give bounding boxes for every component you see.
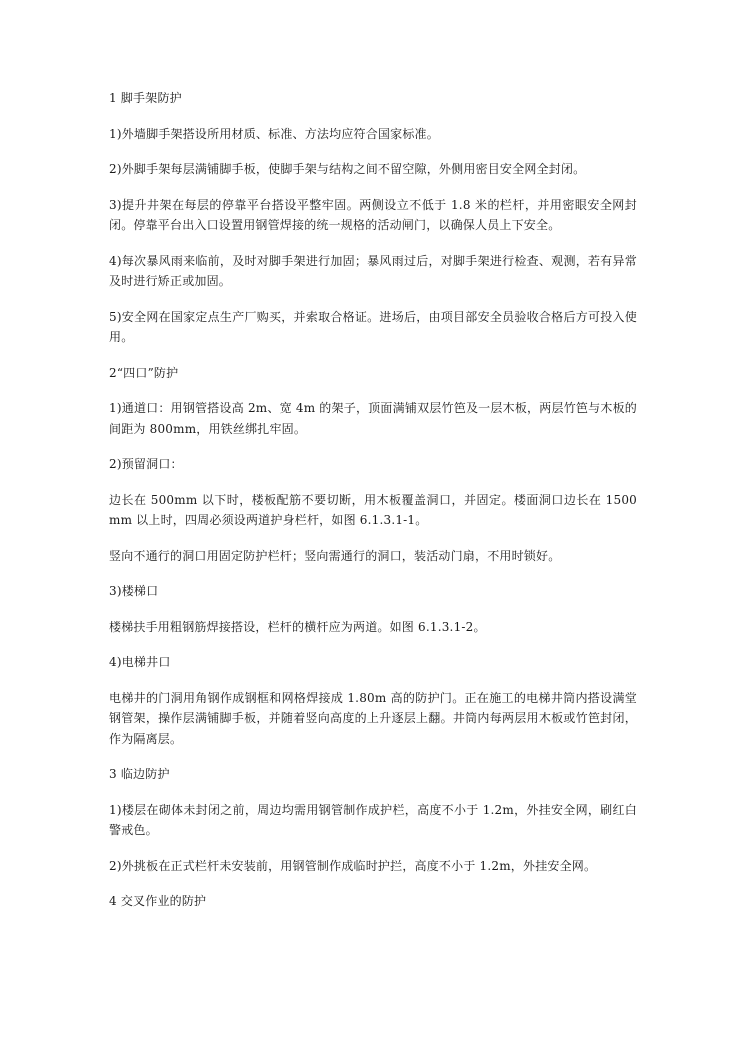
paragraph: 1)通道口：用钢管搭设高 2m、宽 4m 的架子，顶面满铺双层竹笆及一层木板，两层竹笆与木板的间距为 800mm，用铁丝绑扎牢固。 bbox=[109, 401, 637, 436]
paragraph: 楼梯扶手用粗钢筋焊接搭设，栏杆的横杆应为两道。如图 6.1.3.1-2。 bbox=[109, 619, 486, 634]
paragraph: 2)预留洞口： bbox=[109, 457, 183, 471]
paragraph: 5)安全网在国家定点生产厂购买，并索取合格证。进场后，由项目部安全员验收合格后方可投入使用。 bbox=[109, 309, 637, 344]
paragraph: 2)外脚手架每层满铺脚手板，使脚手架与结构之间不留空隙，外侧用密目安全网全封闭。 bbox=[109, 162, 586, 176]
paragraph: 1)楼层在砌体未封闭之前，周边均需用钢管制作成护栏，高度不小于 1.2m，外挂安全网，刷红白警戒色。 bbox=[109, 802, 637, 837]
paragraph: 4)每次暴风雨来临前，及时对脚手架进行加固；暴风雨过后，对脚手架进行检查、观测，若有异常及时进行矫正或加固。 bbox=[109, 253, 637, 288]
paragraph: 4)电梯井口 bbox=[109, 655, 171, 669]
section-heading-four-openings: 2“四口”防护 bbox=[109, 365, 179, 380]
section-heading-scaffold: 1 脚手架防护 bbox=[109, 91, 182, 105]
paragraph: 1)外墙脚手架搭设所用材质、标准、方法均应符合国家标准。 bbox=[109, 126, 439, 141]
document-page bbox=[109, 88, 637, 927]
paragraph: 边长在 500mm 以下时，楼板配筋不要切断，用木板覆盖洞口，并固定。楼面洞口边长在 1500mm 以上时，四周必须设两道护身栏杆，如图 6.1.3.1-1。 bbox=[109, 492, 637, 527]
paragraph: 2)外挑板在正式栏杆未安装前，用钢管制作成临时护拦，高度不小于 1.2m，外挂安全网。 bbox=[109, 858, 597, 873]
paragraph: 电梯井的门洞用角钢作成钢框和网格焊接成 1.80m 高的防护门。正在施工的电梯井筒内搭设满堂钢管架，操作层满铺脚手板，并随着竖向高度的上升逐层上翻。井筒内每两层用木板或竹笆封闭，作为隔离层。 bbox=[109, 690, 637, 746]
section-heading-edge-protection: 3 临边防护 bbox=[109, 767, 170, 781]
paragraph: 3)提升井架在每层的停靠平台搭设平整牢固。两侧设立不低于 1.8 米的栏杆，并用密眼安全网封闭。停靠平台出入口设置用钢管焊接的统一规格的活动闸门，以确保人员上下安全。 bbox=[109, 197, 637, 232]
paragraph: 3)楼梯口 bbox=[109, 584, 159, 598]
section-heading-cross-operation: 4 交叉作业的防护 bbox=[109, 894, 207, 908]
paragraph: 竖向不通行的洞口用固定防护栏杆；竖向需通行的洞口，装活动门扇，不用时锁好。 bbox=[109, 548, 561, 563]
